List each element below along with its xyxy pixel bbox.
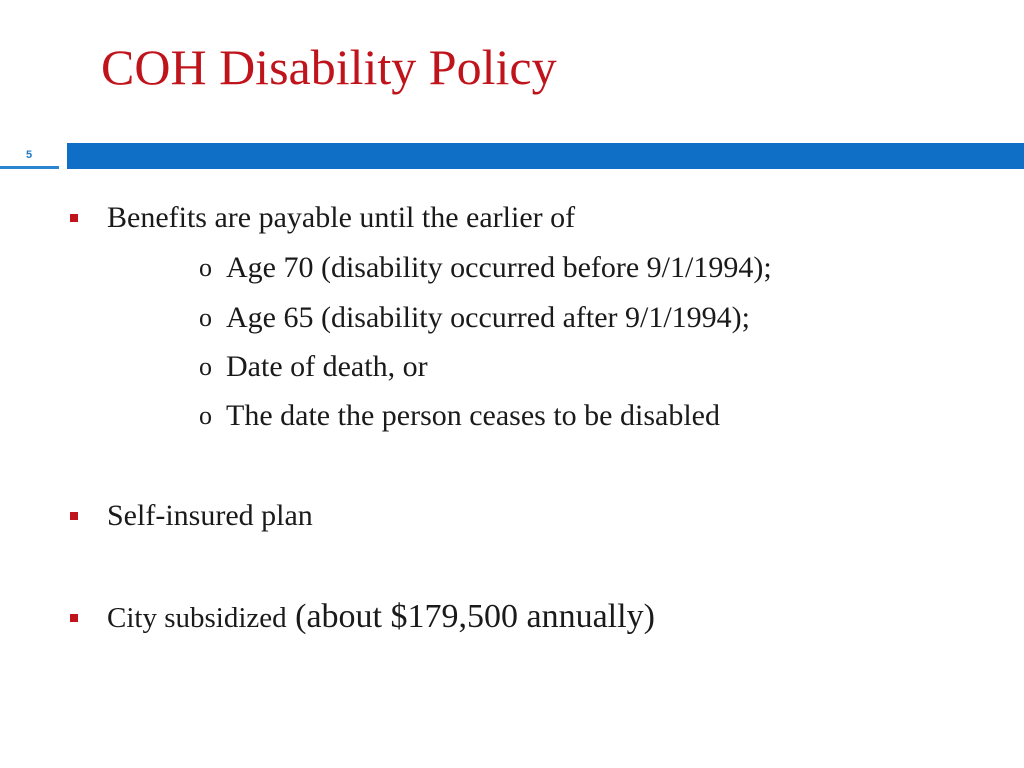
sub-bullet-item [199,399,919,439]
bullet-text [107,598,655,636]
slide-title: COH Disability Policy [101,39,557,95]
bullet-text: Benefits are payable until the earlier of [107,201,576,234]
square-bullet-icon [70,512,78,520]
bullet-text: Self-insured plan [107,499,313,532]
bullet-text-part: (about $179,500 annually) [286,598,655,635]
circle-bullet-icon: o [199,253,212,282]
sub-bullet-text: Date of death, or [226,350,428,383]
square-bullet-icon [70,614,78,622]
circle-bullet-icon: o [199,352,212,381]
sub-bullet-text: The date the person ceases to be disabled [226,399,720,432]
square-bullet-icon [70,214,78,222]
bullet-text-part: City subsidized [107,602,287,634]
sub-bullet-item [199,350,919,390]
sub-bullet-text: Age 70 (disability occurred before 9/1/1994); [226,251,772,284]
sub-bullet-item [199,251,919,291]
bullet-item [70,201,770,241]
bullet-item [70,499,470,539]
circle-bullet-icon: o [199,401,212,430]
bullet-item [70,598,830,642]
slide-number: 5 [0,143,59,169]
circle-bullet-icon: o [199,303,212,332]
sub-bullet-item [199,301,919,341]
sub-bullet-text: Age 65 (disability occurred after 9/1/1994); [226,301,751,334]
